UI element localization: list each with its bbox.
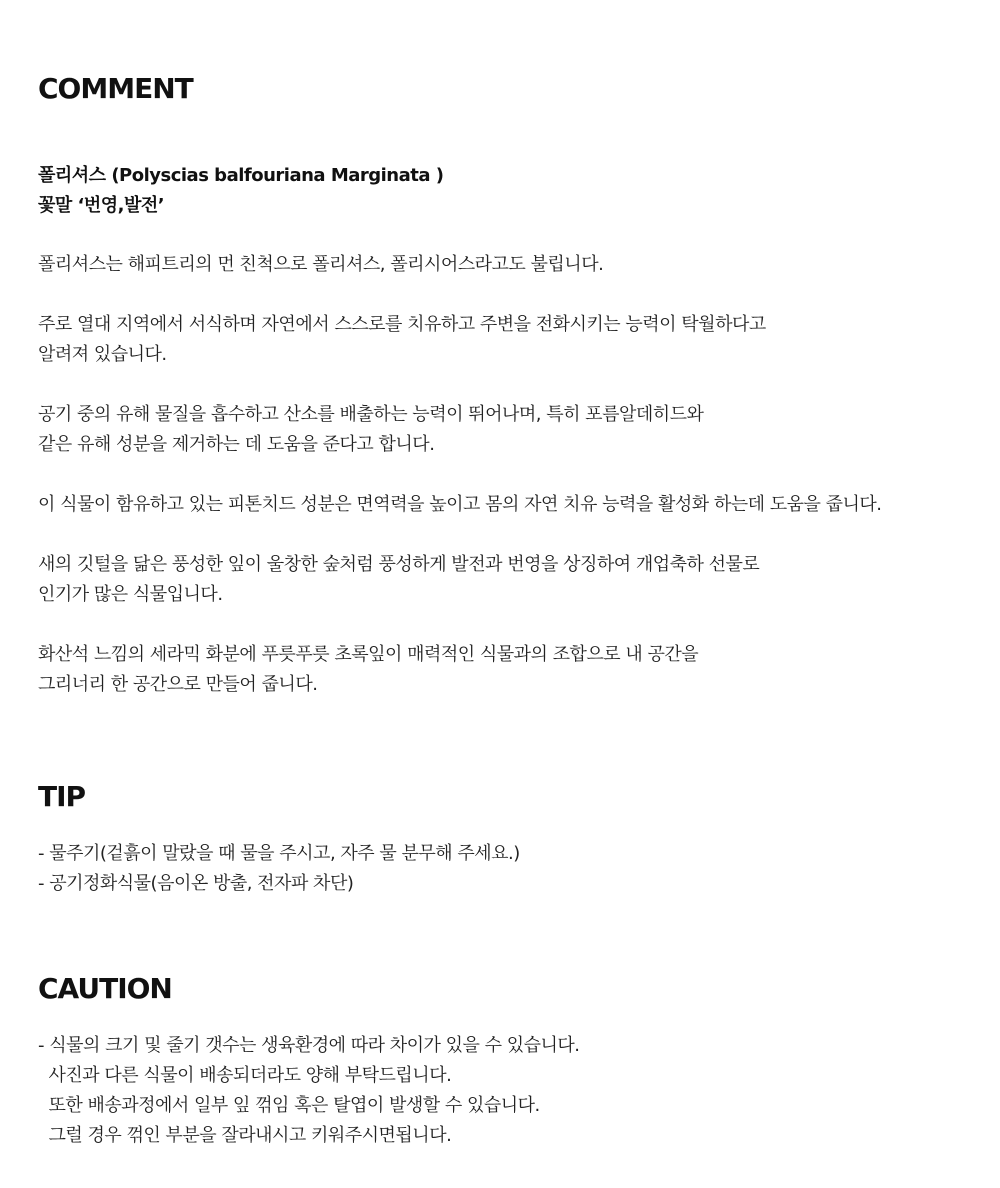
paragraph-line: 이 식물이 함유하고 있는 피톤치드 성분은 면역력을 높이고 몸의 자연 치유 능력을 활성화 하는데 도움을 줍니다. bbox=[38, 494, 882, 515]
paragraph-line: 공기 중의 유해 물질을 흡수하고 산소를 배출하는 능력이 뛰어나며, 특히 포름알데히드와 bbox=[38, 404, 704, 425]
comment-paragraph bbox=[38, 490, 882, 520]
paragraph-line: 그리너리 한 공간으로 만들어 줍니다. bbox=[38, 674, 318, 695]
paragraph-line: 화산석 느낌의 세라믹 화분에 푸릇푸릇 초록잎이 매력적인 식물과의 조합으로 내 공간을 bbox=[38, 644, 699, 665]
comment-paragraph bbox=[38, 400, 882, 460]
paragraph-line: 폴리셔스는 해피트리의 먼 친척으로 폴리셔스, 폴리시어스라고도 불립니다. bbox=[38, 254, 604, 275]
comment-paragraph bbox=[38, 550, 882, 610]
flower-language: 꽃말 ‘번영,발전’ bbox=[38, 195, 165, 216]
paragraph-line: 주로 열대 지역에서 서식하며 자연에서 스스로를 치유하고 주변을 전화시키는 능력이 탁월하다고 bbox=[38, 314, 766, 335]
plant-header bbox=[38, 161, 444, 221]
tip-heading: TIP bbox=[38, 780, 86, 813]
tip-list bbox=[38, 839, 520, 899]
caution-line: 또한 배송과정에서 일부 잎 꺾임 혹은 탈엽이 발생할 수 있습니다. bbox=[38, 1095, 540, 1116]
caution-list bbox=[38, 1031, 580, 1151]
comment-body bbox=[38, 250, 882, 730]
paragraph-line: 같은 유해 성분을 제거하는 데 도움을 준다고 합니다. bbox=[38, 434, 435, 455]
paragraph-line: 새의 깃털을 닮은 풍성한 잎이 울창한 숲처럼 풍성하게 발전과 번영을 상징하여 개업축하 선물로 bbox=[38, 554, 760, 575]
paragraph-line: 알려져 있습니다. bbox=[38, 344, 167, 365]
tip-item: - 공기정화식물(음이온 방출, 전자파 차단) bbox=[38, 873, 354, 894]
caution-line: 그럴 경우 꺾인 부분을 잘라내시고 키워주시면됩니다. bbox=[38, 1125, 452, 1146]
caution-line: 사진과 다른 식물이 배송되더라도 양해 부탁드립니다. bbox=[38, 1065, 452, 1086]
tip-item: - 물주기(겉흙이 말랐을 때 물을 주시고, 자주 물 분무해 주세요.) bbox=[38, 843, 520, 864]
comment-paragraph bbox=[38, 250, 882, 280]
caution-heading: CAUTION bbox=[38, 972, 172, 1005]
plant-name: 폴리셔스 (Polyscias balfouriana Marginata ) bbox=[38, 165, 444, 186]
caution-line: - 식물의 크기 및 줄기 갯수는 생육환경에 따라 차이가 있을 수 있습니다. bbox=[38, 1035, 580, 1056]
paragraph-line: 인기가 많은 식물입니다. bbox=[38, 584, 223, 605]
comment-paragraph bbox=[38, 640, 882, 700]
comment-heading: COMMENT bbox=[38, 72, 193, 105]
comment-paragraph bbox=[38, 310, 882, 370]
